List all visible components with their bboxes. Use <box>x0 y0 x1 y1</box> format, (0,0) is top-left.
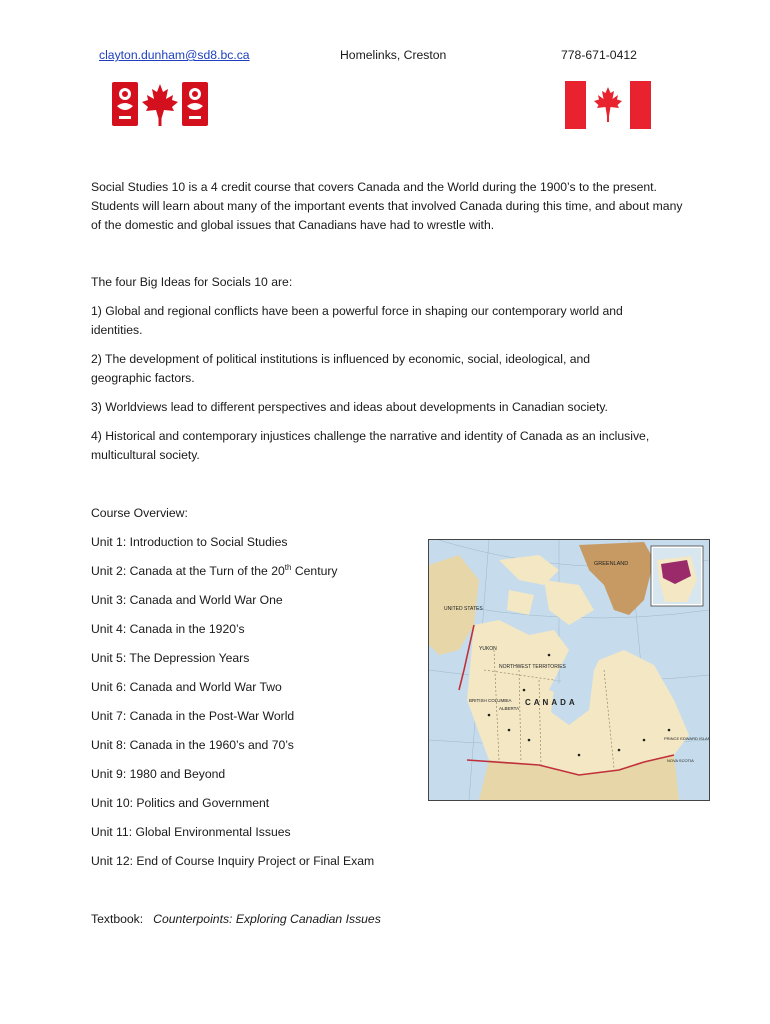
unit-6: Unit 6: Canada and World War Two <box>91 680 282 694</box>
map-label-united-states: UNITED STATES <box>444 606 483 612</box>
canada-map-graphic <box>429 540 709 800</box>
map-title: CANADA <box>525 698 578 707</box>
map-label-northwest-territories: NORTHWEST TERRITORIES <box>499 664 566 670</box>
unit-8: Unit 8: Canada in the 1960’s and 70’s <box>91 738 294 752</box>
unit-2-sup: th <box>284 562 292 572</box>
unit-11: Unit 11: Global Environmental Issues <box>91 825 291 839</box>
phone-text: 778-671-0412 <box>561 48 637 62</box>
intro-paragraph: Social Studies 10 is a 4 credit course that covers Canada and the World during the 1900’s to the present. Students will learn about many of the important events that involved Canada during this time, and about many of the domestic and global issues that Canadians have had to wrestle with. <box>91 180 683 232</box>
textbook-line <box>91 910 381 929</box>
canada-map-image <box>428 539 710 801</box>
map-label-yukon: YUKON <box>479 646 497 652</box>
unit-4: Unit 4: Canada in the 1920’s <box>91 622 245 636</box>
big-idea-3: 3) Worldviews lead to different perspectives and ideas about developments in Canadian society. <box>91 400 608 414</box>
unit-9: Unit 9: 1980 and Beyond <box>91 767 226 781</box>
big-idea-2: 2) The development of political institutions is influenced by economic, social, ideological, and geographic factors. <box>91 352 591 385</box>
unit-2-suffix: Century <box>291 564 338 578</box>
map-label-alberta: ALBERTA <box>499 706 520 711</box>
unit-2 <box>91 562 338 581</box>
unit-7: Unit 7: Canada in the Post-War World <box>91 709 295 723</box>
map-label-nova-scotia: NOVA SCOTIA <box>667 758 694 763</box>
school-emblem-logo <box>110 80 210 128</box>
unit-2-prefix: Unit 2: Canada at the Turn of the 20 <box>91 564 285 578</box>
map-label-british-columbia: BRITISH COLUMBIA <box>469 698 512 703</box>
course-overview-heading: Course Overview: <box>91 506 188 520</box>
unit-12: Unit 12: End of Course Inquiry Project or Final Exam <box>91 854 375 868</box>
unit-3: Unit 3: Canada and World War One <box>91 593 283 607</box>
email-link[interactable]: clayton.dunham@sd8.bc.ca <box>99 48 250 62</box>
canadian-flag-image <box>565 81 651 129</box>
textbook-label: Textbook: <box>91 912 144 926</box>
big-idea-1: 1) Global and regional conflicts have been a powerful force in shaping our contemporary world and identities. <box>91 304 623 337</box>
map-label-greenland: GREENLAND <box>594 561 629 567</box>
textbook-title: Counterpoints: Exploring Canadian Issues <box>153 912 381 926</box>
big-idea-4: 4) Historical and contemporary injustices challenge the narrative and identity of Canada as an inclusive, multicultural society. <box>91 429 650 462</box>
big-ideas-heading: The four Big Ideas for Socials 10 are: <box>91 275 293 289</box>
unit-10: Unit 10: Politics and Government <box>91 796 270 810</box>
unit-1: Unit 1: Introduction to Social Studies <box>91 535 288 549</box>
location-text: Homelinks, Creston <box>340 48 447 62</box>
map-label-pei: PRINCE EDWARD ISLAND <box>664 736 709 741</box>
unit-5: Unit 5: The Depression Years <box>91 651 250 665</box>
